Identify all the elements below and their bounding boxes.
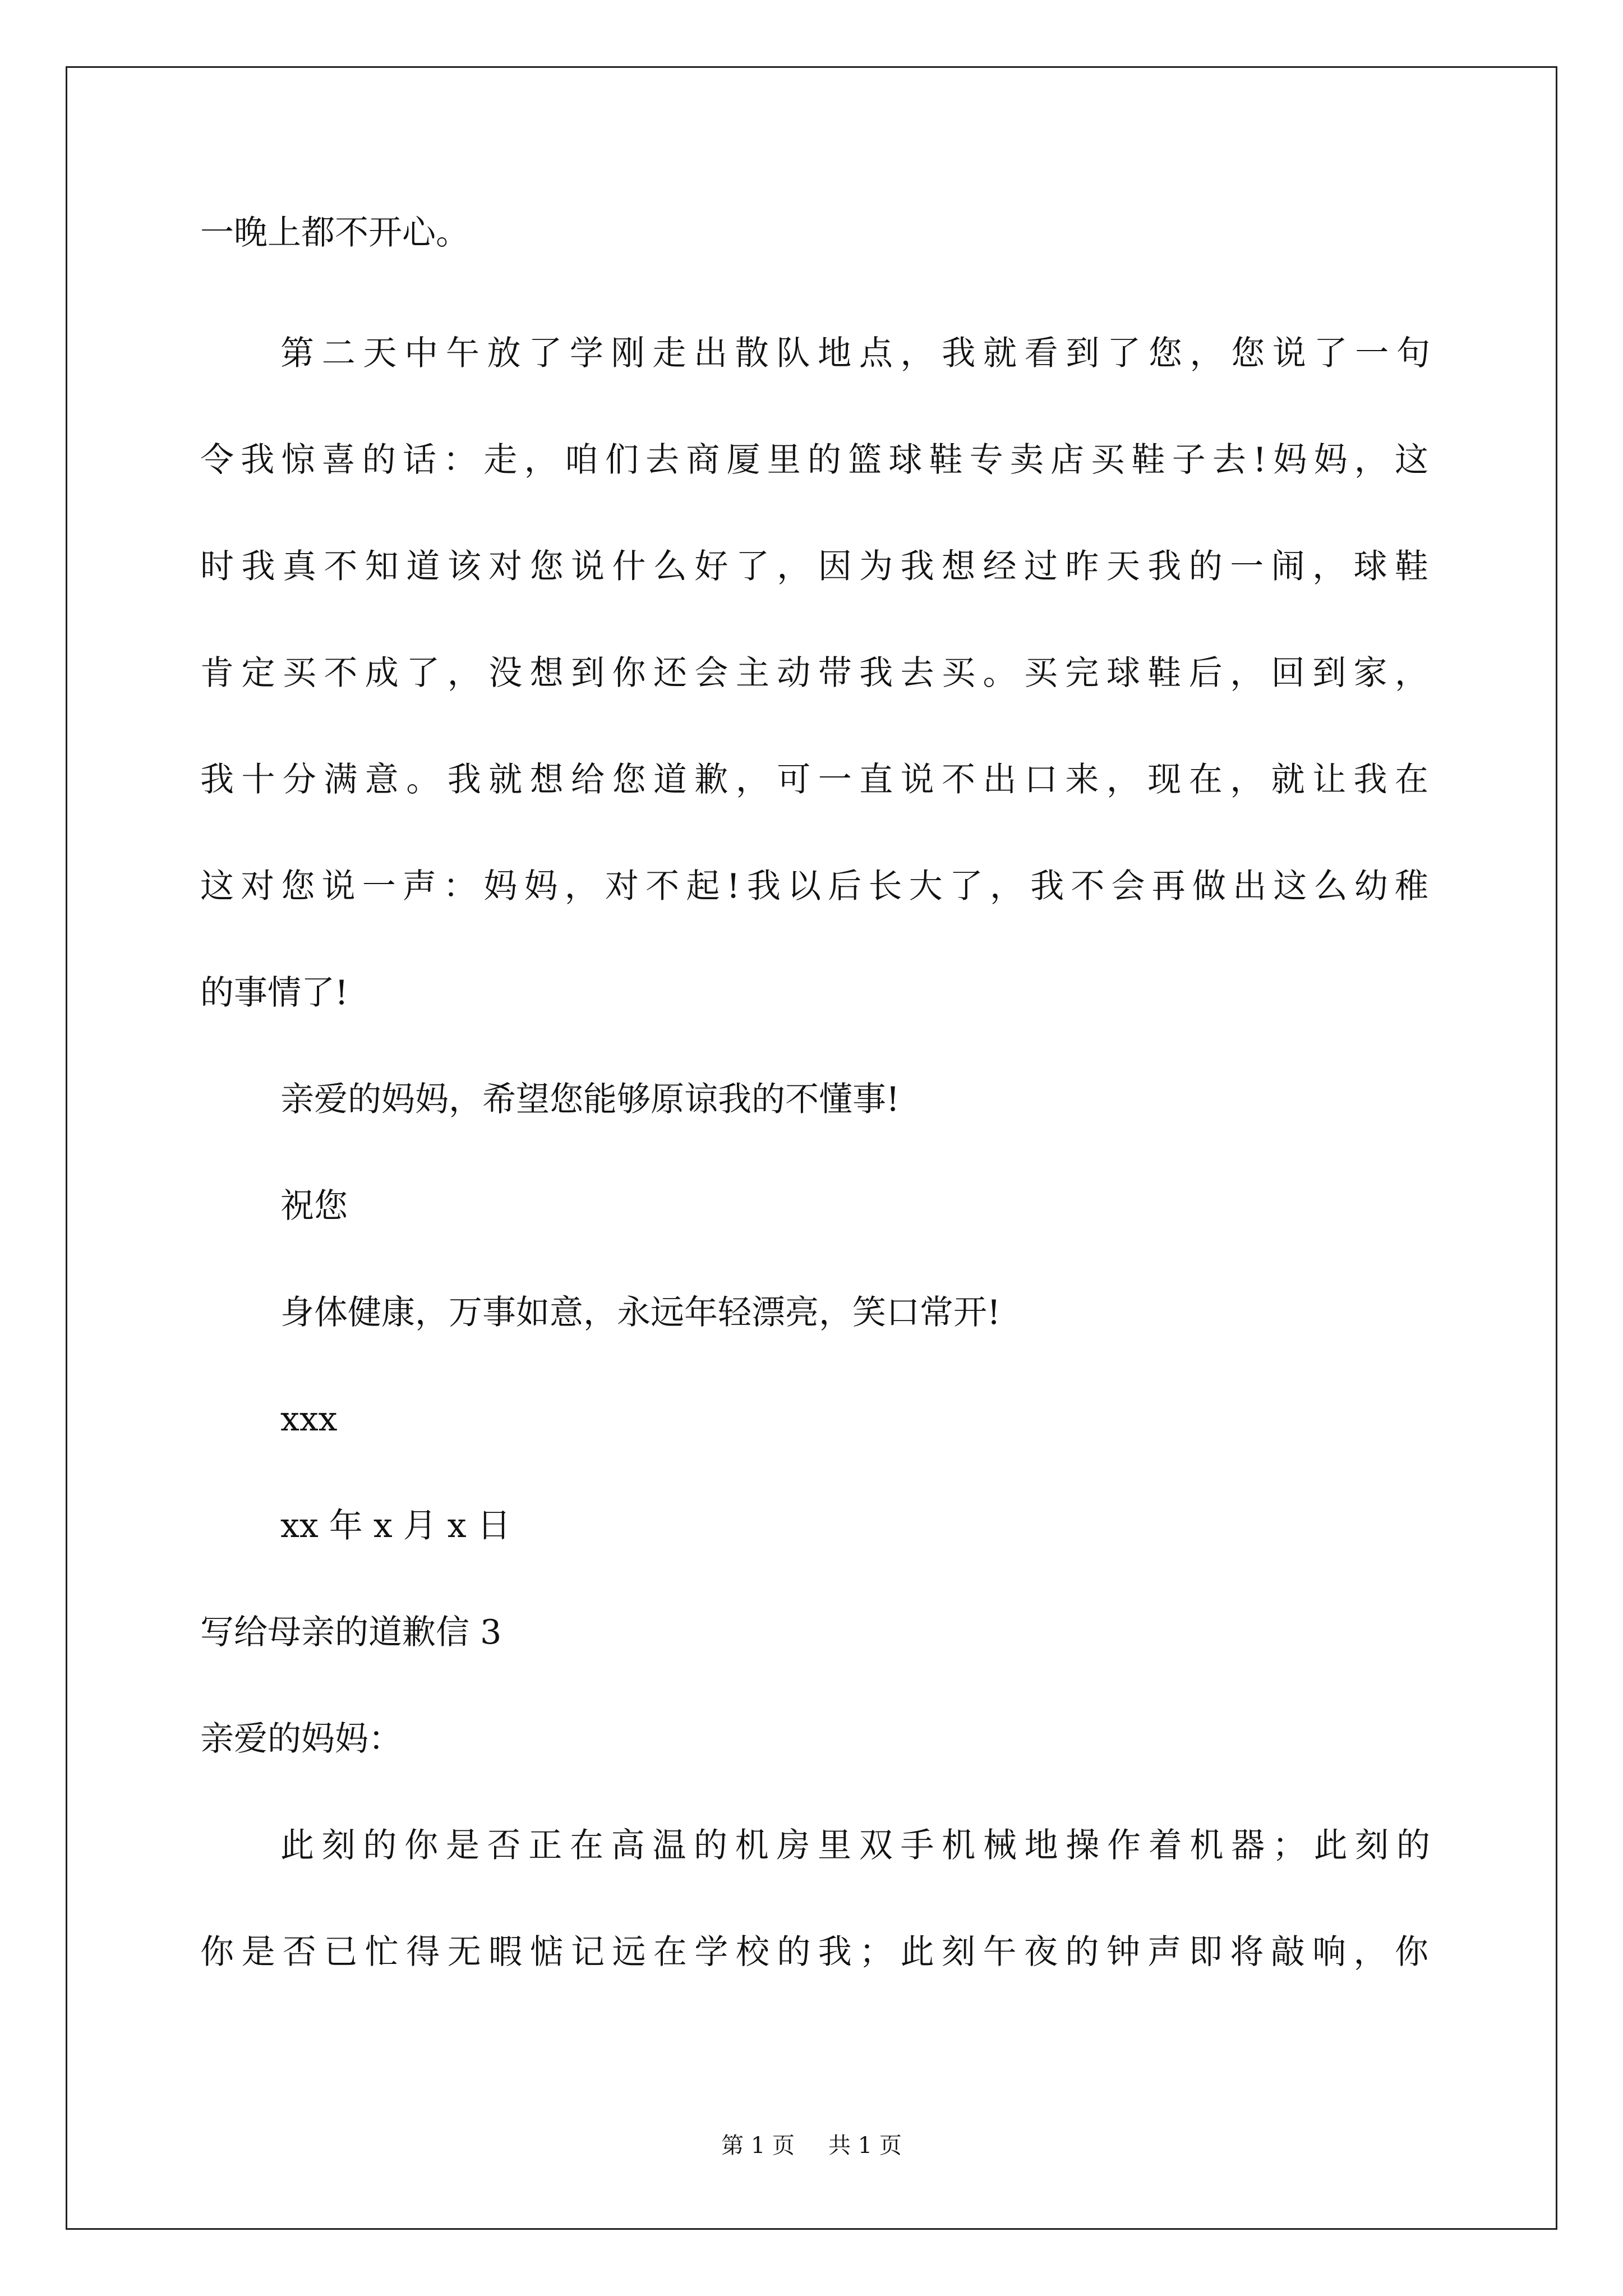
page-total: 共 1 页 — [828, 2133, 902, 2159]
paragraph-line: 肯定买不成了，没想到你还会主动带我去买。买完球鞋后，回到家， — [200, 654, 1428, 693]
text-line: 一晚上都不开心。 — [200, 213, 469, 252]
paragraph-line: 令我惊喜的话：走，咱们去商厦里的篮球鞋专卖店买鞋子去!妈妈，这 — [200, 440, 1428, 480]
paragraph-line: 这对您说一声：妈妈，对不起!我以后长大了，我不会再做出这么幼稚 — [200, 867, 1428, 906]
letter-title: 写给母亲的道歉信 3 — [200, 1613, 502, 1652]
page-number: 第 1 页 — [721, 2133, 795, 2159]
page-border — [66, 66, 1557, 2230]
paragraph-line: 此刻的你是否正在高温的机房里双手机械地操作着机器；此刻的 — [280, 1826, 1430, 1865]
paragraph-line: 亲爱的妈妈，希望您能够原谅我的不懂事! — [280, 1080, 900, 1119]
page-footer — [0, 2132, 1623, 2160]
paragraph-line: 我十分满意。我就想给您道歉，可一直说不出口来，现在，就让我在 — [200, 760, 1428, 799]
paragraph-line: 第二天中午放了学刚走出散队地点，我就看到了您，您说了一句 — [280, 334, 1430, 373]
paragraph-line: 时我真不知道该对您说什么好了，因为我想经过昨天我的一闹，球鞋 — [200, 547, 1428, 586]
wishes-line: 身体健康，万事如意，永远年轻漂亮，笑口常开! — [280, 1293, 1001, 1332]
date-line: xx 年 x 月 x 日 — [280, 1506, 511, 1545]
paragraph-line: 你是否已忙得无暇惦记远在学校的我；此刻午夜的钟声即将敲响，你 — [200, 1932, 1428, 1972]
paragraph-line: 的事情了! — [200, 973, 349, 1013]
salutation-line: 祝您 — [280, 1186, 348, 1226]
greeting-line: 亲爱的妈妈： — [200, 1719, 402, 1759]
signature-line: xxx — [280, 1400, 338, 1439]
